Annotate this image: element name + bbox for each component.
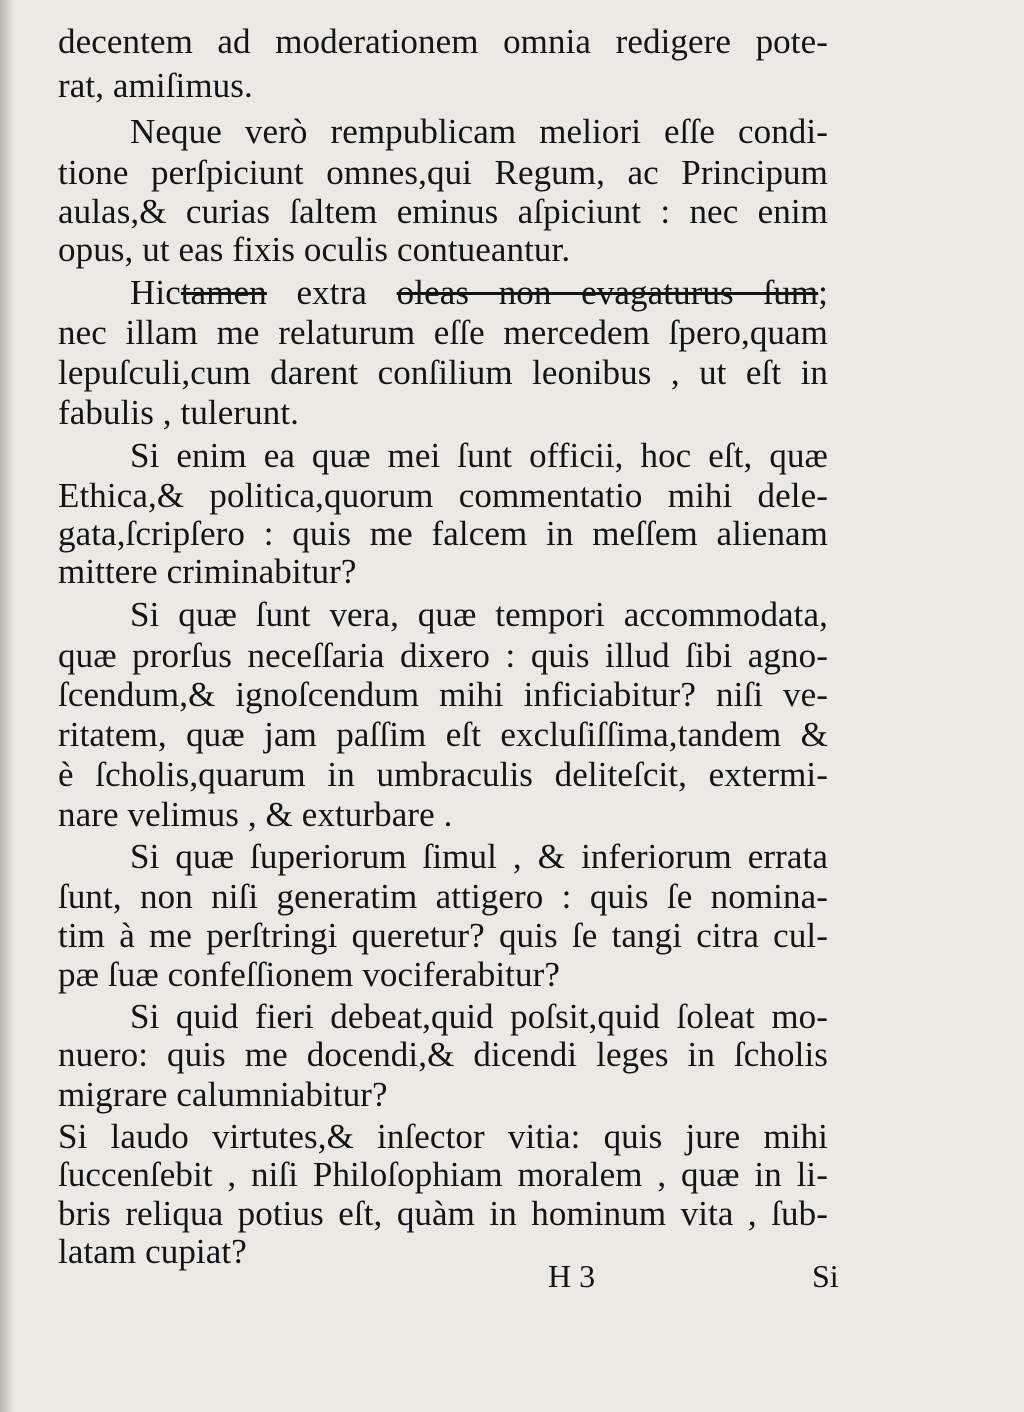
struck-phrase: oleas non evagaturus ſum (396, 273, 819, 312)
text-line: Si enim ea quæ mei ſunt officii, hoc eſt, quæ (130, 436, 828, 475)
text-line: aulas,& curias ſaltem eminus aſpiciunt : nec enim (58, 192, 828, 231)
text-line: Ethica,& politica,quorum commentatio mihi dele- (58, 476, 828, 515)
text-line: pæ ſuæ confeſſionem vociferabitur? (58, 955, 560, 994)
text-line: lepuſculi,cum darent conſilium leonibus , ut eſt in (58, 353, 828, 392)
struck-line-middle: extra (266, 273, 397, 312)
text-line: gata,ſcripſero : quis me falcem in meſſem alienam (58, 514, 828, 553)
text-line: ritatem, quæ jam paſſim eſt excluſiſſima,tandem & (58, 715, 828, 754)
text-line: decentem ad moderationem omnia redigere pote- (58, 22, 828, 61)
text-line: quæ prorſus neceſſaria dixero : quis illud ſibi agno- (58, 636, 828, 675)
text-line: rat, amiſimus. (58, 66, 253, 105)
text-line: nec illam me relaturum eſſe mercedem ſpero,quam (58, 313, 828, 352)
struck-line-start: Hic (130, 273, 181, 312)
signature-mark: H 3 (548, 1258, 596, 1294)
text-line: opus, ut eas fixis oculis contueantur. (58, 230, 571, 269)
page-footer (0, 1258, 1024, 1298)
page-edge-shadow (0, 0, 14, 1412)
text-line: migrare calumniabitur? (58, 1075, 388, 1114)
text-line: tione perſpiciunt omnes,qui Regum, ac Principum (58, 153, 828, 192)
text-line: ſuccenſebit , niſi Philoſophiam moralem , quæ in li- (58, 1155, 828, 1194)
text-line: nare velimus , & exturbare . (58, 795, 453, 834)
text-line: Si quæ ſuperiorum ſimul , & inferiorum errata (130, 837, 828, 876)
text-line: latam cupiat? (58, 1232, 247, 1271)
text-line: bris reliqua potius eſt, quàm in hominum vita , ſub- (58, 1194, 828, 1233)
struck-line-end: ; (818, 273, 828, 312)
text-line: Si quæ ſunt vera, quæ tempori accommodata, (130, 595, 828, 634)
text-line: tim à me perſtringi queretur? quis ſe tangi citra cul- (58, 916, 828, 955)
text-line: ſcendum,& ignoſcendum mihi inficiabitur? niſi ve- (58, 675, 828, 714)
struck-word: tamen (180, 273, 267, 312)
text-line: ſunt, non niſi generatim attigero : quis ſe nomina- (58, 877, 828, 916)
struck-text-line (130, 273, 828, 315)
text-line: nuero: quis me docendi,& dicendi leges in ſcholis (58, 1035, 828, 1074)
text-line: mittere criminabitur? (58, 552, 357, 591)
text-line: fabulis , tulerunt. (58, 393, 300, 432)
text-line: è ſcholis,quarum in umbraculis deliteſcit, extermi- (58, 755, 828, 794)
text-line: Neque verò rempublicam meliori eſſe condi- (130, 112, 828, 151)
text-line: Si laudo virtutes,& inſector vitia: quis jure mihi (58, 1117, 828, 1156)
text-line: Si quid fieri debeat,quid poſsit,quid ſoleat mo- (130, 997, 828, 1036)
catchword: Si (812, 1258, 839, 1294)
